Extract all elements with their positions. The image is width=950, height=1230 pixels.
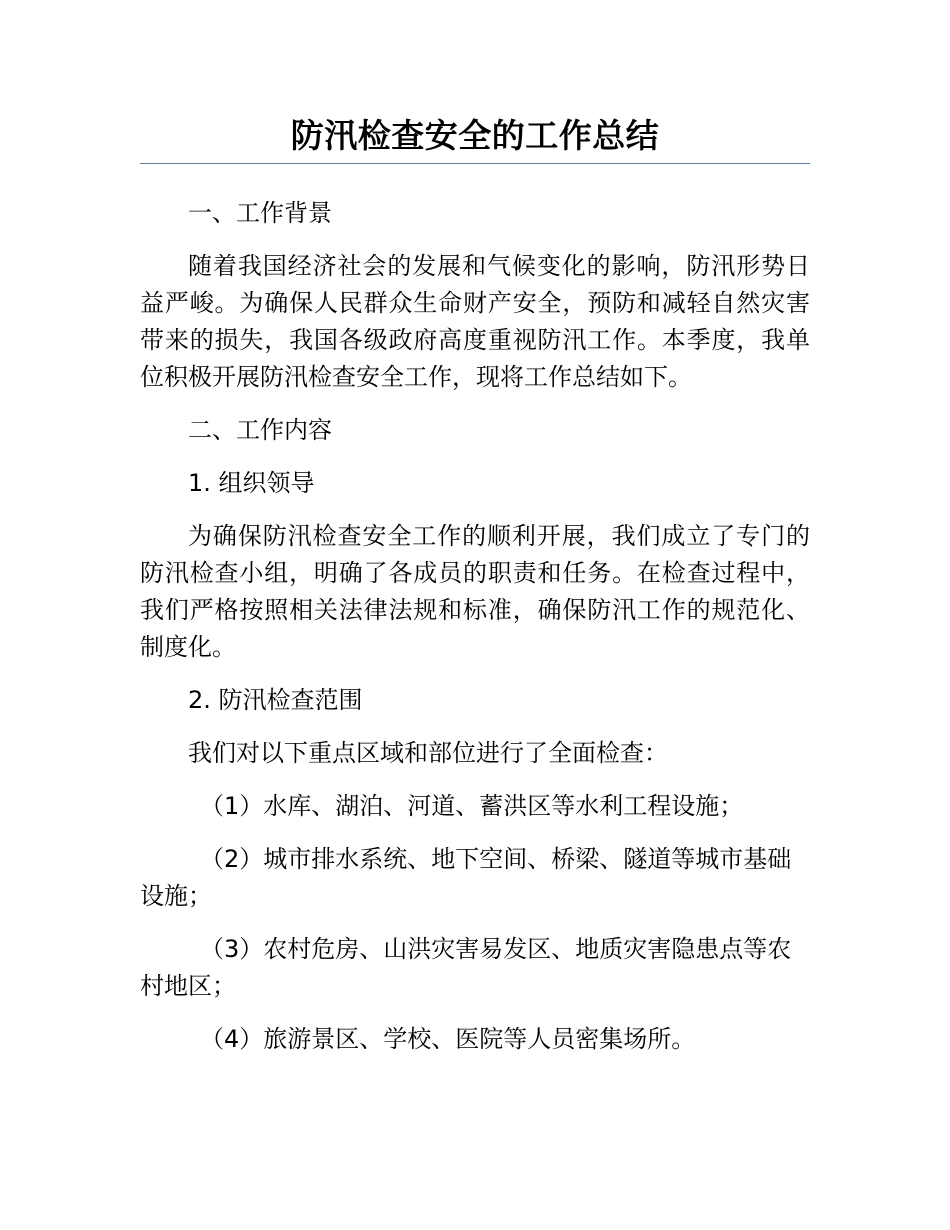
list-item: （1）水库、湖泊、河道、蓄洪区等水利工程设施；	[200, 792, 744, 820]
subheading-organization: 1. 组织领导	[188, 469, 315, 497]
paragraph-scope-intro: 我们对以下重点区域和部位进行了全面检查：	[188, 739, 668, 767]
paragraph-organization: 为确保防汛检查安全工作的顺利开展，我们成立了专门的防汛检查小组，明确了各成员的职责和任务。在检查过程中，我们严格按照相关法律法规和标准，确保防汛工作的规范化、制度化。	[140, 522, 810, 661]
section-heading-content: 二、工作内容	[188, 416, 332, 444]
paragraph-background: 随着我国经济社会的发展和气候变化的影响，防汛形势日益严峻。为确保人民群众生命财产安全，预防和减轻自然灾害带来的损失，我国各级政府高度重视防汛工作。本季度，我单位积极开展防汛检查安全工作，现将工作总结如下。	[140, 252, 810, 391]
list-item: （4）旅游景区、学校、医院等人员密集场所。	[200, 1025, 696, 1053]
section-heading-background: 一、工作背景	[188, 199, 332, 227]
list-item: （3）农村危房、山洪灾害易发区、地质灾害隐患点等农村地区；	[140, 935, 792, 1000]
document-title: 防汛检查安全的工作总结	[290, 116, 660, 155]
title-divider	[140, 163, 810, 164]
subheading-scope: 2. 防汛检查范围	[188, 686, 363, 714]
document-body	[140, 195, 810, 1074]
list-item: （2）城市排水系统、地下空间、桥梁、隧道等城市基础设施；	[140, 845, 792, 910]
